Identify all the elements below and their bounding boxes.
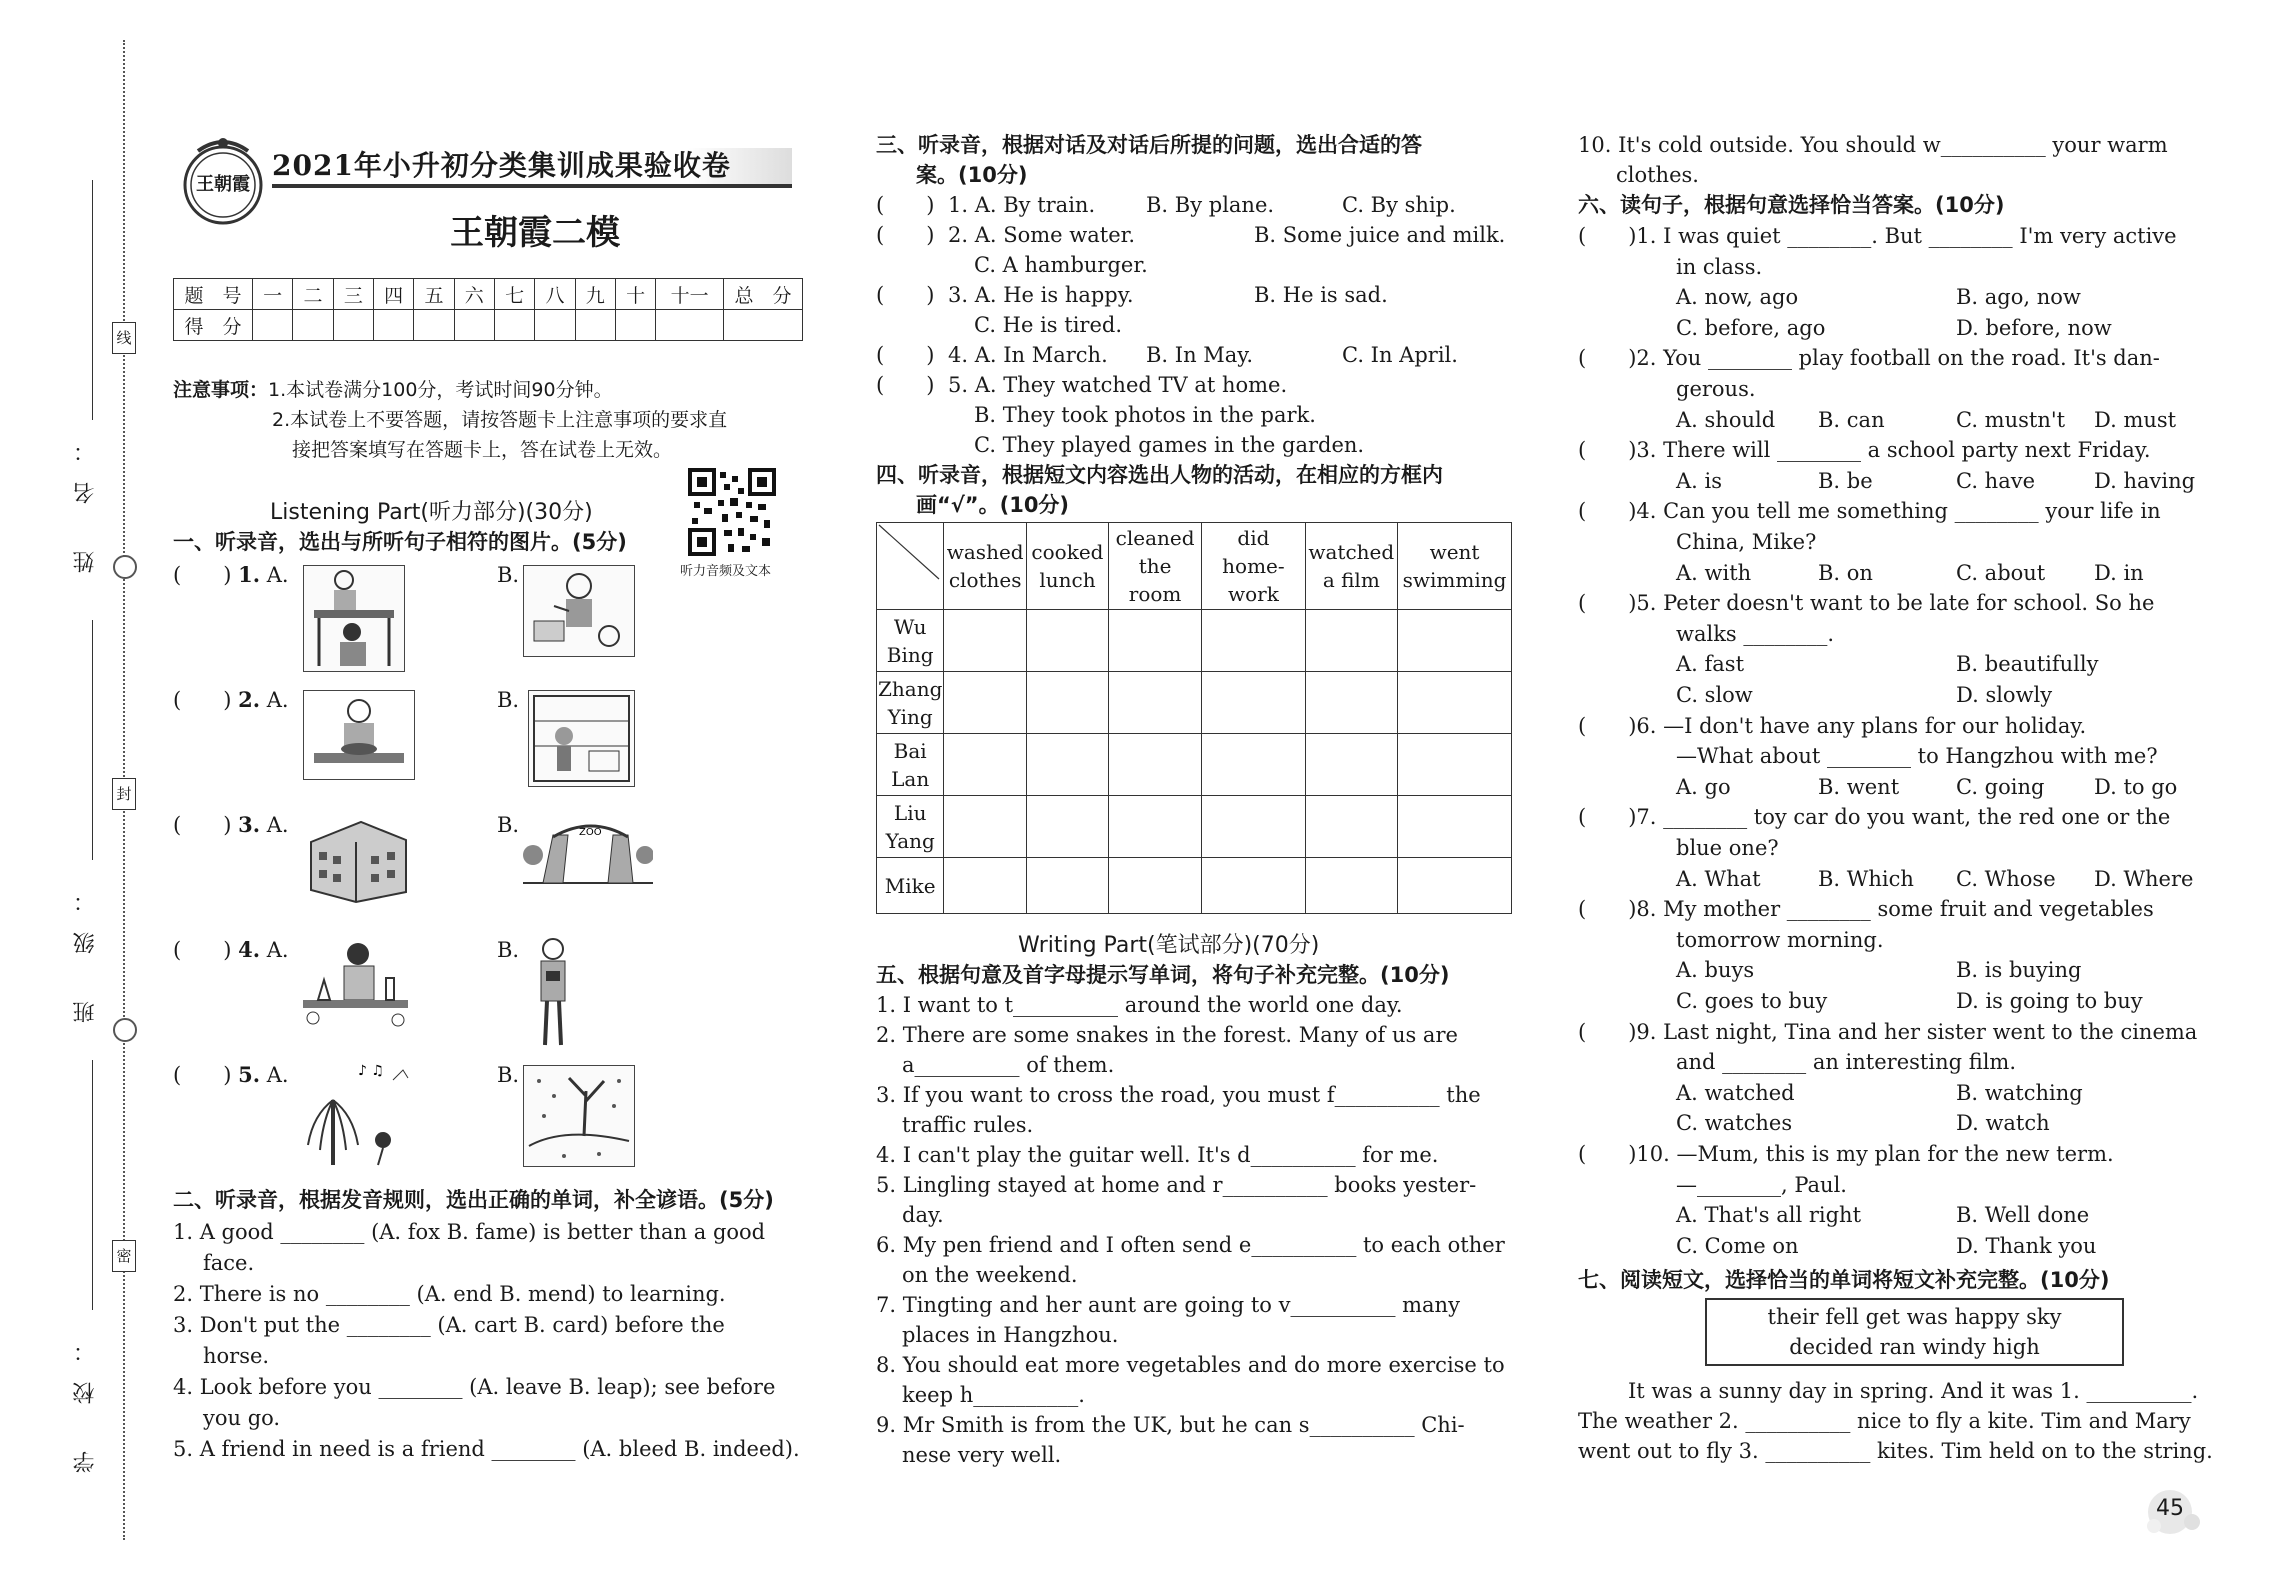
s3-option-b: B. Some juice and milk. <box>1254 223 1506 247</box>
s6-option: B. on <box>1818 560 1873 585</box>
s6-question-cont: —________, Paul. <box>1676 1172 1847 1197</box>
score-input[interactable] <box>333 310 373 341</box>
boy-with-toys-icon <box>524 566 634 656</box>
s3-option-c: C. He is tired. <box>974 313 1122 337</box>
check-cell[interactable] <box>944 796 1027 858</box>
check-cell[interactable] <box>1026 796 1108 858</box>
check-cell[interactable] <box>1305 734 1397 796</box>
class-label: 班 级： <box>73 870 98 1023</box>
s6-question-cont: tomorrow morning. <box>1676 927 1884 952</box>
s2-line: 4. Look before you ________ (A. leave B. leap); see before <box>173 1375 776 1399</box>
section4-title-cont: 画“√”。(10分) <box>916 493 1070 517</box>
score-input[interactable] <box>724 310 803 341</box>
score-cell: 一 <box>253 279 293 310</box>
person-name: Liu Yang <box>877 796 944 858</box>
s3-paren[interactable]: ( ) <box>876 343 935 367</box>
s6-option: D. watch <box>1956 1111 2050 1136</box>
s5-line: 2. There are some snakes in the forest. Many of us are <box>876 1023 1458 1047</box>
diagonal-header-cell <box>877 523 944 610</box>
option-a-label: A. <box>266 1063 289 1087</box>
picture-option-b[interactable] <box>523 815 653 890</box>
activity-table <box>876 522 1512 914</box>
activity-row <box>877 796 1512 858</box>
s6-option: B. beautifully <box>1956 652 2099 677</box>
activity-row <box>877 858 1512 914</box>
s6-option: B. went <box>1818 774 1900 799</box>
s3-option-b: B. They took photos in the park. <box>974 403 1316 427</box>
s6-option: D. before, now <box>1956 315 2112 340</box>
score-cell: 九 <box>575 279 615 310</box>
check-cell[interactable] <box>1202 796 1305 858</box>
s6-option: B. Well done <box>1956 1203 2090 1228</box>
section3-title: 三、听录音，根据对话及对话后所提的问题，选出合适的答 <box>876 133 1422 157</box>
s6-question: ( )6. —I don't have any plans for our holiday. <box>1578 713 2087 738</box>
s6-option: C. about <box>1956 560 2046 585</box>
section6-items <box>1578 221 2218 1271</box>
s5-line: traffic rules. <box>902 1113 1034 1137</box>
s6-question: ( )2. You ________ play football on the road. It's dan- <box>1578 346 2160 371</box>
activity-header: washed clothes <box>944 523 1027 610</box>
s6-option: B. Which <box>1818 866 1914 891</box>
s6-option: C. Come on <box>1676 1233 1799 1258</box>
s6-option: A. with <box>1676 560 1752 585</box>
score-input[interactable] <box>535 310 575 341</box>
seal-mark-feng: 封 <box>112 778 136 810</box>
listening-part-title: Listening Part(听力部分)(30分) <box>270 500 593 525</box>
logo-text: 王朝霞 <box>196 174 250 195</box>
word-bank-line2: decided ran windy high <box>1789 1335 2040 1359</box>
s6-option: B. watching <box>1956 1080 2083 1105</box>
page-number: 45 <box>2156 1496 2184 1521</box>
s6-question: ( )8. My mother ________ some fruit and vegetables <box>1578 897 2154 922</box>
score-cell: 七 <box>494 279 534 310</box>
s3-option-c: C. They played games in the garden. <box>974 433 1365 457</box>
check-cell[interactable] <box>944 734 1027 796</box>
s6-option: D. in <box>2094 560 2144 585</box>
check-cell[interactable] <box>1398 610 1512 672</box>
s6-option: B. ago, now <box>1956 285 2081 310</box>
section1-title: 一、听录音，选出与所听句子相符的图片。(5分) <box>173 530 627 554</box>
s6-question: ( )9. Last night, Tina and her sister went to the cinema <box>1578 1019 2198 1044</box>
person-name: Bai Lan <box>877 734 944 796</box>
score-input[interactable] <box>414 310 454 341</box>
check-cell[interactable] <box>1026 734 1108 796</box>
check-cell[interactable] <box>944 672 1027 734</box>
section5-items <box>876 990 1516 1490</box>
notes-line2: 2.本试卷上不要答题，请按答题卡上注意事项的要求直 <box>272 409 728 431</box>
s6-option: D. to go <box>2094 774 2178 799</box>
answer-paren[interactable]: ( ) <box>173 688 232 712</box>
score-input[interactable] <box>494 310 534 341</box>
option-a-label: A. <box>266 813 289 837</box>
section2-title: 二、听录音，根据发音规则，选出正确的单词，补全谚语。(5分) <box>173 1188 774 1212</box>
listening-item <box>173 685 289 715</box>
s7-passage-line: It was a sunny day in spring. And it was 1. __________. <box>1628 1379 2199 1403</box>
score-input[interactable] <box>575 310 615 341</box>
picture-option-a[interactable] <box>298 938 413 1030</box>
score-input[interactable] <box>253 310 293 341</box>
s6-question-cont: blue one? <box>1676 836 1779 860</box>
s6-option: D. Where <box>2094 866 2194 891</box>
binding-hole-icon <box>113 1018 137 1042</box>
check-cell[interactable] <box>1108 610 1201 672</box>
building-icon <box>301 812 413 904</box>
section3-title-cont: 案。(10分) <box>916 163 1028 187</box>
score-cell: 六 <box>454 279 494 310</box>
check-cell[interactable] <box>1202 734 1305 796</box>
check-cell[interactable] <box>1108 734 1201 796</box>
willow-tree-icon <box>298 1060 423 1170</box>
s5-line: 6. My pen friend and I often send e__________ to each other <box>876 1233 1505 1257</box>
activity-header: cleaned the room <box>1108 523 1201 610</box>
s3-question: 3. A. He is happy. <box>948 283 1134 307</box>
activity-header: went swimming <box>1398 523 1512 610</box>
s6-question-cont: gerous. <box>1676 377 1756 401</box>
s5-line: nese very well. <box>902 1443 1062 1467</box>
s6-option: D. is going to buy <box>1956 989 2143 1013</box>
answer-paren[interactable]: ( ) <box>173 563 232 587</box>
check-cell[interactable] <box>1202 672 1305 734</box>
check-cell[interactable] <box>944 610 1027 672</box>
s6-option: D. having <box>2094 468 2196 493</box>
s3-option-b: B. He is sad. <box>1254 283 1388 307</box>
s3-option-c: C. By ship. <box>1342 193 1456 217</box>
score-cell: 题 号 <box>174 279 253 310</box>
exam-subtitle: 王朝霞二模 <box>450 213 620 253</box>
s7-passage-line: went out to fly 3. __________ kites. Tim held on to the string. <box>1578 1439 2213 1463</box>
score-table-score-row <box>174 310 803 341</box>
score-input[interactable] <box>454 310 494 341</box>
s5-line: keep h__________. <box>902 1383 1085 1407</box>
s5-line: a__________ of them. <box>902 1053 1115 1077</box>
check-cell[interactable] <box>1026 610 1108 672</box>
section4-title: 四、听录音，根据短文内容选出人物的活动，在相应的方框内 <box>876 463 1443 487</box>
s6-option: D. Thank you <box>1956 1233 2097 1258</box>
score-table <box>173 278 803 341</box>
score-input[interactable] <box>373 310 413 341</box>
s2-line: you go. <box>203 1406 281 1430</box>
s6-question: ( )4. Can you tell me something ________ your life in <box>1578 499 2161 524</box>
s3-question: 4. A. In March. <box>948 343 1108 367</box>
person-name: Wu Bing <box>877 610 944 672</box>
check-cell[interactable] <box>1108 672 1201 734</box>
check-cell[interactable] <box>1398 858 1512 914</box>
check-cell[interactable] <box>1305 858 1397 914</box>
item-number: 1. <box>238 562 261 587</box>
activity-row <box>877 610 1512 672</box>
name-label: 姓 名： <box>73 420 98 573</box>
s6-option: C. going <box>1956 774 2045 799</box>
option-b-label: B. <box>497 563 520 587</box>
check-cell[interactable] <box>1108 796 1201 858</box>
check-cell[interactable] <box>1398 796 1512 858</box>
s6-option: A. should <box>1676 407 1776 432</box>
answer-paren[interactable]: ( ) <box>173 813 232 837</box>
check-cell[interactable] <box>1305 796 1397 858</box>
s6-question: ( )3. There will ________ a school party next Friday. <box>1578 438 2151 463</box>
item-number: 3. <box>238 812 261 837</box>
s6-option: A. fast <box>1676 652 1745 677</box>
seal-mark-xian: 线 <box>112 322 136 354</box>
writing-part-title: Writing Part(笔试部分)(70分) <box>1018 933 1320 958</box>
s6-option: B. be <box>1818 468 1873 493</box>
score-cell: 十一 <box>656 279 724 310</box>
page-number-badge <box>2142 1488 2202 1536</box>
section1-items <box>173 560 793 1180</box>
s6-option: A. buys <box>1676 958 1755 983</box>
s2-line: 5. A friend in need is a friend ________ (A. bleed B. indeed). <box>173 1437 800 1461</box>
scientist-lab-icon <box>298 938 413 1030</box>
snowy-landscape-icon <box>524 1066 634 1166</box>
s5-line: 1. I want to t__________ around the world one day. <box>876 993 1403 1017</box>
s6-question-cont: China, Mike? <box>1676 530 1817 554</box>
picture-option-b[interactable] <box>528 690 635 787</box>
s6-option: C. have <box>1956 468 2036 493</box>
s6-question: ( )7. ________ toy car do you want, the red one or the <box>1578 805 2171 830</box>
s6-question: ( )10. —Mum, this is my plan for the new term. <box>1578 1142 2114 1166</box>
binding-hole-icon <box>113 555 137 579</box>
class-field[interactable] <box>92 620 93 860</box>
check-cell[interactable] <box>1398 672 1512 734</box>
activity-header: watched a film <box>1305 523 1397 610</box>
word-bank-line1: their fell get was happy sky <box>1767 1305 2062 1329</box>
picture-option-b[interactable] <box>523 1065 635 1167</box>
option-b-label: B. <box>497 1063 520 1087</box>
s5-q10-line: clothes. <box>1616 163 1699 187</box>
s6-question-cont: and ________ an interesting film. <box>1676 1050 2017 1075</box>
picture-option-b[interactable] <box>528 935 578 1050</box>
s6-question-cont: in class. <box>1676 254 1763 279</box>
s6-option: C. Whose <box>1956 866 2056 891</box>
picture-option-a[interactable] <box>298 1060 423 1170</box>
s6-question: ( )1. I was quiet ________. But ________ I'm very active <box>1578 224 2177 248</box>
svg-text:ZOO: ZOO <box>579 827 602 838</box>
s5-line: 5. Lingling stayed at home and r__________ books yester- <box>876 1173 1477 1197</box>
s5-line: day. <box>902 1203 944 1227</box>
item-number: 4. <box>238 937 261 962</box>
notes-text: 1.本试卷满分100分，考试时间90分钟。 <box>268 379 613 401</box>
section6-title: 六、读句子，根据句意选择恰当答案。(10分) <box>1578 193 2005 217</box>
check-cell[interactable] <box>1026 672 1108 734</box>
logo <box>178 135 268 225</box>
listening-item <box>173 935 289 965</box>
picture-option-a[interactable] <box>301 812 413 904</box>
s3-paren[interactable]: ( ) <box>876 223 935 247</box>
score-cell: 总 分 <box>724 279 803 310</box>
s6-option: A. That's all right <box>1676 1203 1862 1228</box>
s2-line: face. <box>203 1251 255 1275</box>
s3-question: 2. A. Some water. <box>948 223 1136 247</box>
s3-question: 5. A. They watched TV at home. <box>948 373 1288 397</box>
s5-line: 9. Mr Smith is from the UK, but he can s__________ Chi- <box>876 1413 1465 1437</box>
s6-question-cont: walks ________. <box>1676 621 1835 646</box>
shop-shelves-icon <box>529 691 634 786</box>
s6-option: C. goes to buy <box>1676 989 1828 1013</box>
s6-option: A. is <box>1676 468 1723 493</box>
score-cell: 得 分 <box>174 310 253 341</box>
s3-paren[interactable]: ( ) <box>876 283 935 307</box>
qr-code-icon[interactable] <box>688 468 776 556</box>
s3-question: 1. A. By train. <box>948 193 1096 217</box>
score-cell: 三 <box>333 279 373 310</box>
item-number: 2. <box>238 687 261 712</box>
listening-item <box>173 810 289 840</box>
check-cell[interactable] <box>1108 858 1201 914</box>
s5-line: places in Hangzhou. <box>902 1323 1119 1347</box>
option-b-label: B. <box>497 688 520 712</box>
s6-option: A. What <box>1676 866 1761 891</box>
school-label: 学 校： <box>73 1320 98 1473</box>
qr-caption: 听力音频及文本 <box>680 564 772 579</box>
check-cell[interactable] <box>1202 858 1305 914</box>
s3-paren[interactable]: ( ) <box>876 373 935 397</box>
school-field[interactable] <box>92 1060 93 1310</box>
activity-header: cooked lunch <box>1026 523 1108 610</box>
picture-option-a[interactable] <box>303 690 415 780</box>
section7-title: 七、阅读短文，选择恰当的单词将短文补充完整。(10分) <box>1578 1268 2110 1292</box>
option-b-label: B. <box>497 813 520 837</box>
s6-question: ( )5. Peter doesn't want to be late for school. So he <box>1578 591 2155 616</box>
option-a-label: A. <box>266 563 289 587</box>
activity-row <box>877 734 1512 796</box>
score-cell: 四 <box>373 279 413 310</box>
score-cell: 二 <box>293 279 333 310</box>
option-b-label: B. <box>497 938 520 962</box>
title-bar <box>272 148 792 188</box>
zoo-gate-icon <box>523 815 653 890</box>
notes-line1 <box>173 375 613 405</box>
answer-paren[interactable]: ( ) <box>173 938 232 962</box>
s6-option: C. slow <box>1676 683 1753 707</box>
activity-row <box>877 672 1512 734</box>
score-input[interactable] <box>293 310 333 341</box>
s6-option: A. watched <box>1676 1080 1795 1105</box>
s6-option: D. must <box>2094 407 2177 432</box>
check-cell[interactable] <box>1202 610 1305 672</box>
s6-option: C. mustn't <box>1956 407 2066 432</box>
score-input[interactable] <box>656 310 724 341</box>
answer-paren[interactable]: ( ) <box>173 1063 232 1087</box>
option-a-label: A. <box>266 688 289 712</box>
score-input[interactable] <box>615 310 655 341</box>
person-name: Mike <box>877 858 944 914</box>
s6-option: A. go <box>1676 774 1731 799</box>
man-standing-icon <box>528 935 578 1050</box>
section3-items <box>876 190 1516 465</box>
score-cell: 十 <box>615 279 655 310</box>
s2-line: 2. There is no ________ (A. end B. mend) to learning. <box>173 1282 726 1306</box>
s5-q10-line: 10. It's cold outside. You should w__________ your warm <box>1578 133 2168 157</box>
check-cell[interactable] <box>1026 858 1108 914</box>
check-cell[interactable] <box>1398 734 1512 796</box>
check-cell[interactable] <box>1305 672 1397 734</box>
s2-line: 1. A good ________ (A. fox B. fame) is better than a good <box>173 1220 766 1244</box>
s3-option-c: C. A hamburger. <box>974 253 1148 277</box>
item-number: 5. <box>238 1062 261 1087</box>
notes-line3: 接把答案填写在答题卡上，答在试卷上无效。 <box>292 439 673 461</box>
picture-option-a[interactable] <box>303 565 405 672</box>
student-at-desk-icon <box>304 566 404 671</box>
s7-passage-line: The weather 2. __________ nice to fly a kite. Tim and Mary <box>1578 1409 2191 1433</box>
s6-question-cont: —What about ________ to Hangzhou with me? <box>1676 744 2158 769</box>
option-a-label: A. <box>266 938 289 962</box>
s5-line: on the weekend. <box>902 1263 1078 1287</box>
picture-option-b[interactable] <box>523 565 635 657</box>
svg-text:♪ ♫: ♪ ♫ <box>358 1063 384 1079</box>
section5-title: 五、根据句意及首字母提示写单词，将句子补充完整。(10分) <box>876 963 1450 987</box>
s5-line: 7. Tingting and her aunt are going to v__________ many <box>876 1293 1460 1317</box>
word-bank <box>1705 1298 2124 1366</box>
seal-mark-mi: 密 <box>112 1240 136 1272</box>
name-field[interactable] <box>92 180 93 420</box>
activity-header: did home- work <box>1202 523 1305 610</box>
s5-line: 4. I can't play the guitar well. It's d__________ for me. <box>876 1143 1439 1167</box>
s6-option: D. slowly <box>1956 683 2053 707</box>
s3-paren[interactable]: ( ) <box>876 193 935 217</box>
s2-line: 3. Don't put the ________ (A. cart B. card) before the <box>173 1313 725 1337</box>
s5-line: 3. If you want to cross the road, you must f__________ the <box>876 1083 1481 1107</box>
score-cell: 五 <box>414 279 454 310</box>
exam-title: 2021年小升初分类集训成果验收卷 <box>272 149 731 182</box>
s2-line: horse. <box>203 1344 270 1368</box>
s6-option: A. now, ago <box>1676 285 1799 310</box>
score-cell: 八 <box>535 279 575 310</box>
listening-item <box>173 560 289 590</box>
s3-option-b: B. In May. <box>1146 343 1254 367</box>
notes-label: 注意事项： <box>173 379 269 401</box>
score-table-header-row <box>174 279 803 310</box>
check-cell[interactable] <box>944 858 1027 914</box>
s5-line: 8. You should eat more vegetables and do more exercise to <box>876 1353 1505 1377</box>
s6-option: C. before, ago <box>1676 315 1826 340</box>
s6-option: B. is buying <box>1956 958 2082 983</box>
s6-option: C. watches <box>1676 1111 1793 1136</box>
s3-option-c: C. In April. <box>1342 343 1458 367</box>
person-name: Zhang Ying <box>877 672 944 734</box>
listening-item <box>173 1060 289 1090</box>
s3-option-b: B. By plane. <box>1146 193 1275 217</box>
s6-option: B. can <box>1818 407 1885 432</box>
woman-cooking-icon <box>304 691 414 779</box>
activity-header-row <box>877 523 1512 610</box>
check-cell[interactable] <box>1305 610 1397 672</box>
